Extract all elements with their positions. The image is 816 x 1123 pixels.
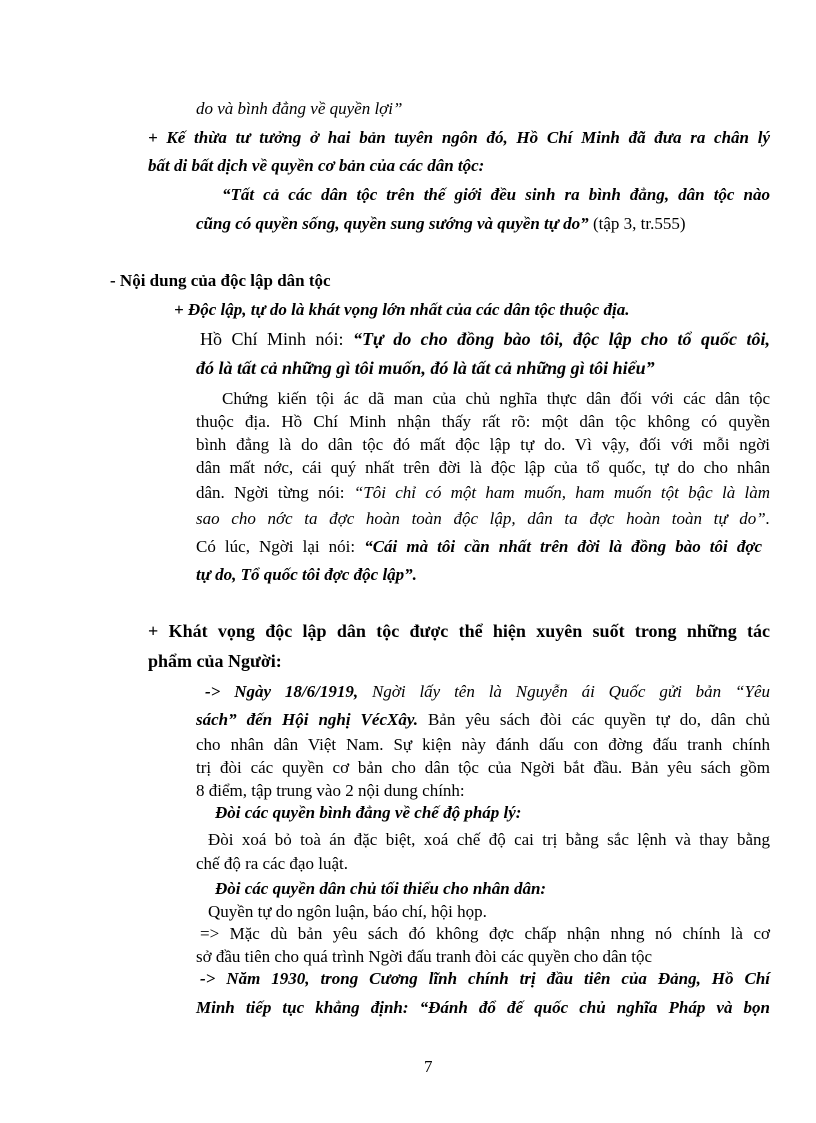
text-span: Có lúc, Ngời lại nói: bbox=[196, 537, 365, 556]
event-highlight: sách” đến Hội nghị VécXây. bbox=[196, 710, 418, 729]
quote-line: “Tất cả các dân tộc trên thế giới đều sinh ra bình đẳng, dân tộc nào bbox=[222, 185, 770, 204]
text-line: Quyền tự do ngôn luận, báo chí, hội họp. bbox=[208, 902, 487, 921]
text-line: trị đòi các quyền cơ bản cho dân tộc của Ngời bắt đầu. Bản yêu sách gồm bbox=[196, 758, 770, 777]
page-number: 7 bbox=[424, 1057, 433, 1076]
text-line bbox=[196, 709, 770, 731]
text-line bbox=[205, 681, 770, 703]
section-heading: + Khát vọng độc lập dân tộc được thể hiện xuyên suốt trong những tác bbox=[148, 621, 770, 641]
text-line: chế độ ra các đạo luật. bbox=[196, 854, 348, 873]
text-line bbox=[196, 482, 770, 504]
text-line: Chứng kiến tội ác dã man của chủ nghĩa thực dân đối với các dân tộc bbox=[222, 389, 770, 408]
citation: (tập 3, tr.555) bbox=[588, 214, 686, 233]
quote-intro: Hồ Chí Minh nói: bbox=[200, 329, 353, 349]
subsection-heading: + Độc lập, tự do là khát vọng lớn nhất của các dân tộc thuộc địa. bbox=[174, 300, 630, 319]
quote-text: “Tôi chỉ có một ham muốn, ham muốn tột bậc là làm bbox=[353, 483, 770, 502]
quote-text: “Cái mà tôi cần nhất trên đời là đồng bào tôi đợc bbox=[364, 537, 762, 556]
text-span: Bản yêu sách đòi các quyền tự do, dân chủ bbox=[418, 710, 770, 729]
text-line: thuộc địa. Hồ Chí Minh nhận thấy rất rõ: một dân tộc không có quyền bbox=[196, 412, 770, 431]
quote-line bbox=[196, 213, 685, 235]
text-line: Đòi xoá bỏ toà án đặc biệt, xoá chế độ cai trị bằng sắc lệnh và thay bằng bbox=[208, 830, 770, 849]
date-highlight: -> Ngày 18/6/1919, bbox=[205, 682, 359, 701]
text-line: Minh tiếp tục khẳng định: “Đánh đổ đế quốc chủ nghĩa Pháp và bọn bbox=[196, 998, 770, 1017]
subsection-heading: Đòi các quyền dân chủ tối thiểu cho nhân dân: bbox=[215, 879, 547, 898]
text-span: dân. Ngời từng nói: bbox=[196, 483, 354, 502]
text-line: sở đầu tiên cho quá trình Ngời đấu tranh đòi các quyền cho dân tộc bbox=[196, 947, 653, 966]
text-line: cho nhân dân Việt Nam. Sự kiện này đánh dấu con đờng đấu tranh chính bbox=[196, 735, 770, 754]
text-span: Ngời lấy tên là Nguyễn ái Quốc gửi bản “Yêu bbox=[358, 682, 770, 701]
text-line bbox=[196, 536, 762, 558]
text-line: + Kế thừa tư tưởng ở hai bản tuyên ngôn đó, Hồ Chí Minh đã đưa ra chân lý bbox=[148, 128, 770, 147]
text-line: => Mặc dù bản yêu sách đó không đợc chấp nhận nhng nó chính là cơ bbox=[200, 924, 770, 943]
quote-text: tự do, Tổ quốc tôi đợc độc lập”. bbox=[196, 565, 417, 584]
section-heading: - Nội dung của độc lập dân tộc bbox=[110, 271, 331, 290]
quote-text: cũng có quyền sống, quyền sung sướng và quyền tự do” bbox=[196, 214, 589, 233]
text-line: dân mất nớc, cái quý nhất trên đời là độc lập của tổ quốc, tự do cho nhân bbox=[196, 458, 770, 477]
text-line bbox=[200, 328, 770, 350]
text-line: 8 điểm, tập trung vào 2 nội dung chính: bbox=[196, 781, 465, 800]
subsection-heading: Đòi các quyền bình đẳng về chế độ pháp lý: bbox=[215, 803, 522, 822]
quote-text: sao cho nớc ta đợc hoàn toàn độc lập, dân ta đợc hoàn toàn tự do”. bbox=[196, 509, 770, 528]
section-heading: phẩm của Người: bbox=[148, 651, 282, 671]
text-line: do và bình đẳng về quyền lợi” bbox=[196, 99, 403, 118]
text-line: -> Năm 1930, trong Cương lĩnh chính trị đầu tiên của Đảng, Hồ Chí bbox=[200, 969, 770, 988]
quote-text: “Tự do cho đồng bào tôi, độc lập cho tổ quốc tôi, bbox=[352, 329, 770, 349]
quote-text: đó là tất cả những gì tôi muốn, đó là tất cả những gì tôi hiểu” bbox=[196, 358, 655, 378]
text-line: bình đẳng là do dân tộc đó mất độc lập tự do. Vì vậy, đối với mỗi ngời bbox=[196, 435, 770, 454]
text-line: bất di bất dịch về quyền cơ bản của các dân tộc: bbox=[148, 156, 485, 175]
